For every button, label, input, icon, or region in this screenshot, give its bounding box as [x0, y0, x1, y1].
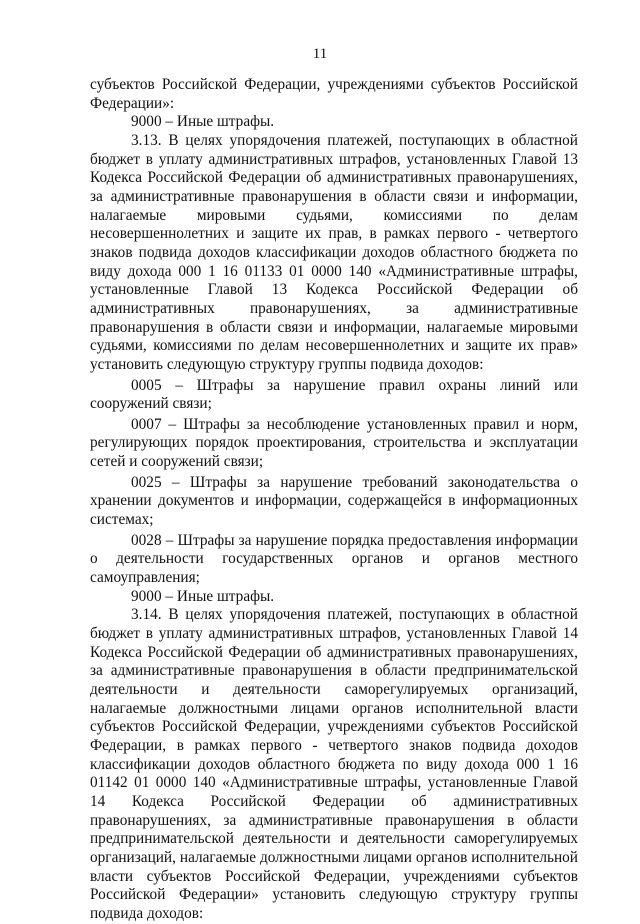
- paragraph: 0005 – Штрафы за нарушение правил охраны линий или сооружений связи;: [90, 376, 578, 413]
- paragraph: 9000 – Иные штрафы.: [131, 587, 275, 605]
- page-number: 11: [312, 46, 328, 62]
- paragraph: 3.13. В целях упорядочения платежей, поступающих в областной бюджет в уплату административных штрафов, установленных Главой 13 Кодекса Российской Федерации об административных правонарушениях, за административные правонарушения в области связи и информации, налагаемые мировыми судьями, комиссиями по делам несовершеннолетних и защите их прав, в рамках первого - четвертого знаков подвида доходов классификации доходов областного бюджета по виду дохода 000 1 16 01133 01 0000 140 «Административные штрафы, установленные Главой 13 Кодекса Российской Федерации об административных правонарушениях, за административные правонарушения в области связи и информации, налагаемые мировыми судьями, комиссиями по делам несовершеннолетних и защите их прав» установить следующую структуру группы подвида доходов:: [90, 131, 578, 373]
- paragraph: 9000 – Иные штрафы.: [131, 113, 275, 131]
- paragraph: 0025 – Штрафы за нарушение требований законодательства о хранении документов и информации, содержащейся в информационных системах;: [90, 473, 578, 529]
- paragraph: субъектов Российской Федерации, учреждениями субъектов Российской Федерации»:: [90, 76, 578, 112]
- paragraph: 0007 – Штрафы за несоблюдение установленных правил и норм, регулирующих порядок проектирования, строительства и эксплуатации сетей и сооружений связи;: [90, 415, 578, 471]
- paragraph: 3.14. В целях упорядочения платежей, поступающих в областной бюджет в уплату административных штрафов, установленных Главой 14 Кодекса Российской Федерации об административных правонарушениях, за административные правонарушения в области предпринимательской деятельности и деятельности саморегулируемых организаций, налагаемые должностными лицами органов исполнительной власти субъектов Российской Федерации, учреждениями субъектов Российской Федерации, в рамках первого - четвертого знаков подвида доходов классификации доходов областного бюджета по виду дохода 000 1 16 01142 01 0000 140 «Административные штрафы, установленные Главой 14 Кодекса Российской Федерации об административных правонарушениях, за административные правонарушения в области предпринимательской деятельности и деятельности саморегулируемых организаций, налагаемые должностными лицами органов исполнительной власти субъектов Российской Федерации, учреждениями субъектов Российской Федерации» установить следующую структуру группы подвида доходов:: [90, 606, 578, 922]
- paragraph: 0028 – Штрафы за нарушение порядка предоставления информации о деятельности государственных органов и органов местного самоуправления;: [90, 531, 578, 587]
- document-body: [90, 76, 578, 924]
